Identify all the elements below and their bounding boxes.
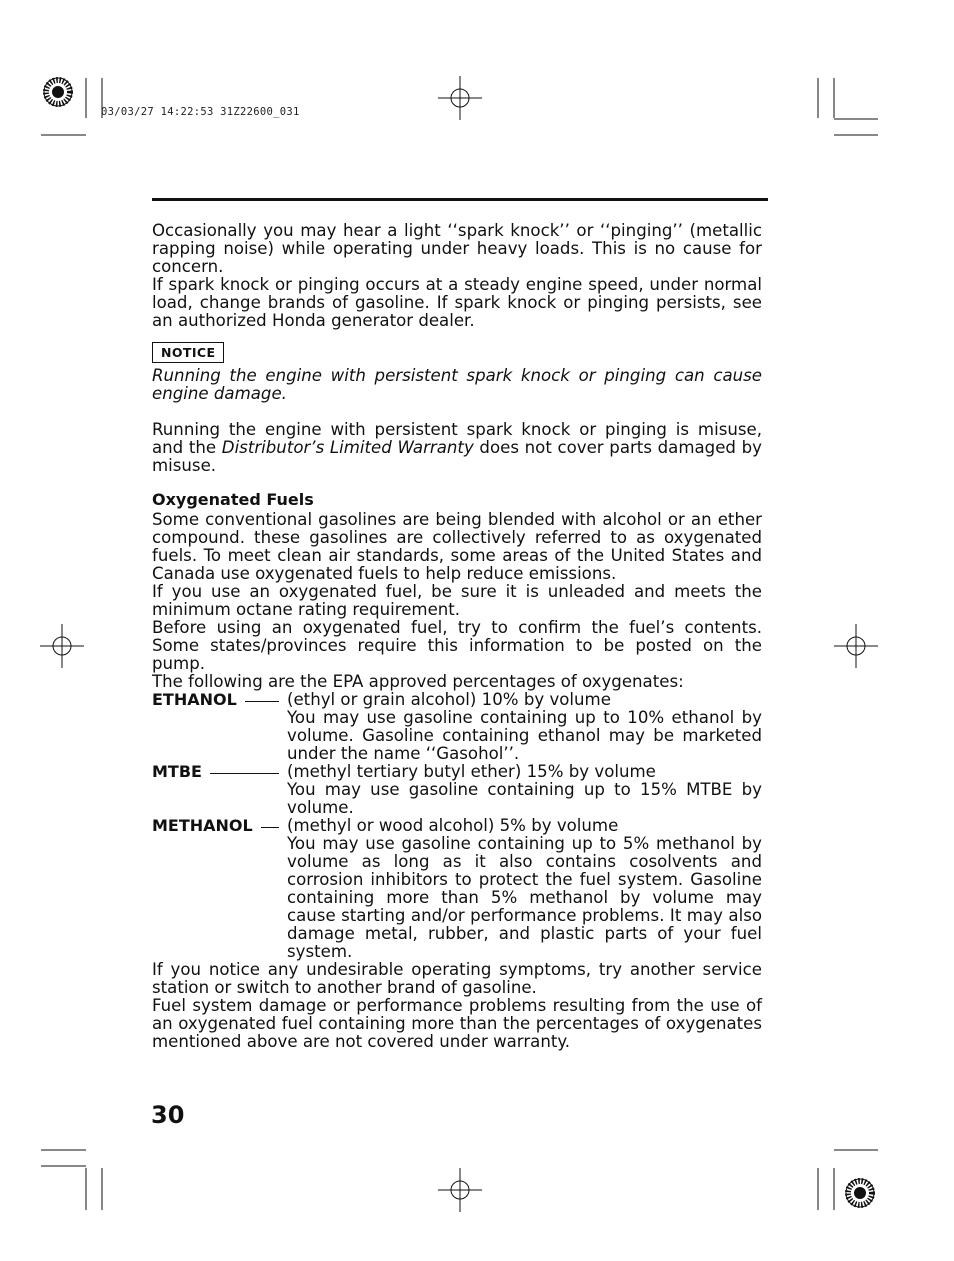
- page-number: 30: [151, 1101, 185, 1129]
- intro-paragraph-2: If spark knock or pinging occurs at a steady engine speed, under normal load, change brands of gasoline. If spark knock or pinging persists, see an authorized Honda generator dealer.: [152, 275, 762, 330]
- oxygenated-paragraph-1: Some conventional gasolines are being blended with alcohol or an ether compound. these gasolines are collectively referred to as oxygenated fuels. To meet clean air standards, some areas of the United States and Canada use oxygenated fuels to help reduce emissions.: [152, 510, 762, 583]
- oxygenated-paragraph-4: The following are the EPA approved percentages of oxygenates:: [152, 672, 684, 691]
- misuse-text-after: does not cover parts damaged by misuse.: [152, 438, 762, 475]
- oxygenated-paragraph-6: Fuel system damage or performance problems resulting from the use of an oxygenated fuel containing more than the percentages of oxygenates mentioned above are not covered under warranty.: [152, 996, 762, 1051]
- misuse-paragraph: [152, 421, 762, 475]
- term-ethanol: [152, 691, 762, 763]
- notice-text: Running the engine with persistent spark knock or pinging can cause engine damage.: [152, 366, 762, 403]
- misuse-text-before: Running the engine with persistent spark knock or pinging is misuse, and the: [152, 420, 762, 457]
- warranty-name: Distributor’s Limited Warranty: [221, 438, 474, 457]
- term-description: You may use gasoline containing up to 15% MTBE by volume.: [287, 780, 762, 817]
- oxygenated-paragraph-3: Before using an oxygenated fuel, try to confirm the fuel’s contents. Some states/provinces require this information to be posted on the pump.: [152, 618, 762, 673]
- term-description: You may use gasoline containing up to 10% ethanol by volume. Gasoline containing ethanol may be marketed under the name ‘‘Gasohol’’.: [287, 708, 762, 763]
- leader-line: [210, 773, 279, 774]
- intro-paragraph-1: Occasionally you may hear a light ‘‘spark knock’’ or ‘‘pinging’’ (metallic rapping noise) while operating under heavy loads. This is no cause for concern.: [152, 221, 762, 276]
- notice-label: NOTICE: [152, 342, 224, 363]
- term-description: You may use gasoline containing up to 5% methanol by volume as long as it also contains cosolvents and corrosion inhibitors to protect the fuel system. Gasoline containing more than 5% methanol by volume may cause starting and/or performance problems. It may also damage metal, rubber, and plastic parts of your fuel system.: [287, 834, 762, 961]
- term-name: MTBE: [152, 762, 202, 781]
- oxygenated-paragraph-2: If you use an oxygenated fuel, be sure it is unleaded and meets the minimum octane rating requirement.: [152, 582, 762, 619]
- term-methanol: [152, 817, 762, 961]
- term-name: ETHANOL: [152, 690, 237, 709]
- term-name: METHANOL: [152, 816, 253, 835]
- print-timestamp: 03/03/27 14:22:53 31Z22600_031: [101, 106, 300, 118]
- term-summary: (ethyl or grain alcohol) 10% by volume: [287, 690, 611, 709]
- oxygenated-paragraph-5: If you notice any undesirable operating symptoms, try another service station or switch to another brand of gasoline.: [152, 960, 762, 997]
- leader-line: [261, 827, 279, 828]
- term-summary: (methyl tertiary butyl ether) 15% by volume: [287, 762, 656, 781]
- leader-line: [245, 701, 279, 702]
- term-summary: (methyl or wood alcohol) 5% by volume: [287, 816, 619, 835]
- section-heading: Oxygenated Fuels: [152, 490, 314, 509]
- header-rule: [152, 198, 768, 201]
- term-mtbe: [152, 763, 762, 817]
- page-content: [152, 222, 762, 1051]
